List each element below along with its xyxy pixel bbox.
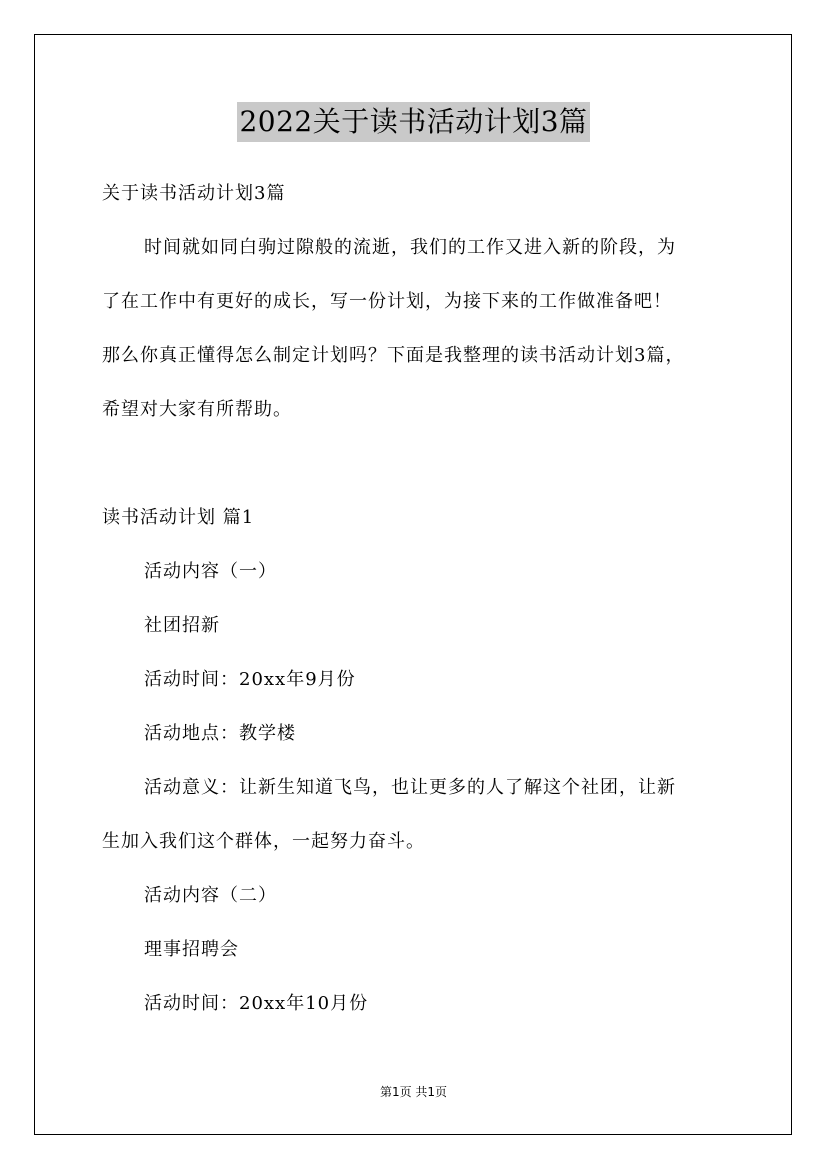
body-line: 生加入我们这个群体，一起努力奋斗。 [102, 831, 425, 852]
body-line: 社团招新 [144, 615, 220, 636]
body-line: 活动意义：让新生知道飞鸟，也让更多的人了解这个社团，让新 [144, 777, 676, 798]
document-title [0, 102, 827, 142]
body-line: 活动时间：20xx年10月份 [144, 993, 369, 1014]
document-subtitle: 关于读书活动计划3篇 [102, 183, 286, 204]
body-line: 活动时间：20xx年9月份 [144, 669, 356, 690]
body-line: 活动地点：教学楼 [144, 723, 296, 744]
intro-line: 希望对大家有所帮助。 [102, 399, 292, 420]
intro-line: 时间就如同白驹过隙般的流逝，我们的工作又进入新的阶段，为 [144, 237, 676, 258]
page-footer: 第1页 共1页 [379, 1085, 448, 1099]
body-line: 活动内容（二） [144, 885, 277, 906]
document-title-text: 2022关于读书活动计划3篇 [237, 102, 589, 142]
intro-line: 那么你真正懂得怎么制定计划吗？下面是我整理的读书活动计划3篇， [102, 345, 685, 366]
body-line: 活动内容（一） [144, 561, 277, 582]
intro-line: 了在工作中有更好的成长，写一份计划，为接下来的工作做准备吧！ [102, 291, 672, 312]
section-heading: 读书活动计划 篇1 [102, 507, 255, 528]
body-line: 理事招聘会 [144, 939, 239, 960]
